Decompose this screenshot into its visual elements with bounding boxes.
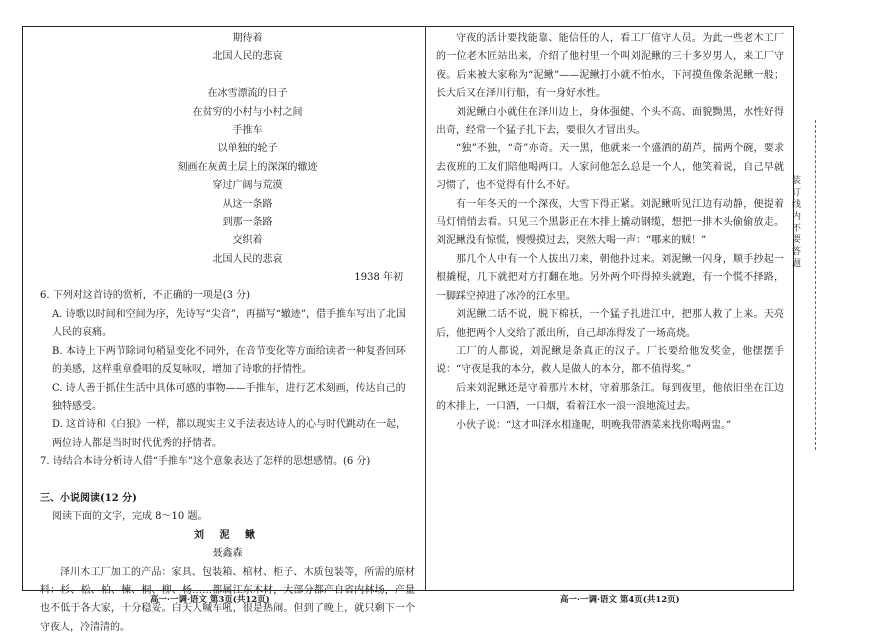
poem-line (80, 67, 415, 85)
column-divider (425, 26, 426, 591)
poem-line: 交织着 (232, 235, 263, 247)
question-6-stem: 6. 下列对这首诗的赏析，不正确的一项是(3 分) (40, 290, 251, 302)
poem-line: 到那一条路 (222, 216, 273, 228)
story-paragraph: 那几个人中有一个人拔出刀来，朝他扑过来。刘泥鳅一闪身，顺手抄起一根撬棍，几下就把对方打翻在地。另外两个吓得掉头就跑，有一个慌不择路，一脚踩空掉进了冰冷的江水里。 (436, 253, 784, 302)
binding-char: 题 (790, 258, 800, 268)
question-6-option-c: C. 诗人善于抓住生活中具体可感的事物——手推车，进行艺术刻画，传达自己的独特感受。 (52, 382, 406, 412)
left-column (40, 30, 415, 637)
poem-line: 刻画在灰黄土层上的深深的辙迹 (177, 161, 318, 173)
page-footer-right: 高一·一调·语文 第4页(共12页) (560, 595, 680, 605)
binding-char: 装 (790, 175, 800, 184)
poem-line: 以单独的轮子 (217, 143, 278, 155)
question-6-option-d: D. 这首诗和《白狼》一样，都以现实主义手法表达诗人的心与时代跳动在一起，两位诗人都是当时时代优秀的抒情者。 (52, 419, 407, 449)
poem-line: 手推车 (232, 124, 263, 136)
story-paragraph: “独”不独，“奇”亦奇。天一黑，他就来一个盛酒的葫芦，揣两个碗，要求去夜班的工友们陪他喝两口。人家问他怎么总是一个人，他笑着说，自己早就习惯了，也不觉得有什么不好。 (436, 143, 784, 192)
story-paragraph: 刘泥鳅白小就住在泽川边上，身体强健、个头不高、面貌黝黑，水性好得出奇，经常一个猛子扎下去，要很久才冒出头。 (436, 106, 784, 137)
question-6-option-a: A. 诗歌以时间和空间为序，先诗写“尖音”，再描写“辙迹”，借手推车写出了北国人民的哀痛。 (52, 308, 407, 339)
story-paragraph: 后来刘泥鳅还是守着那片木材，守着那条江。每到夜里，他依旧坐在江边的木排上，一口酒，一口烟，看着江水一浪一浪地流过去。 (436, 382, 784, 413)
story-paragraph: 泽川木工厂加工的产品：家具、包装箱、棺材、柜子、木质包装等，所需的原材料：杉、松、柏、楝、桐、柳、杨……都属江东木材，大部分都产自省内林场，产量也不低于各大家，十分稳妥。白天人喊车吼，很是热闹。但到了晚上，就只剩下一个守夜人，冷清清的。 (40, 566, 415, 633)
story-author: 聂鑫森 (212, 548, 243, 560)
question-7: 7. 诗结合本诗分析诗人借“手推车”这个意象表达了怎样的思想感情。(6 分) (40, 456, 371, 468)
page-footer-left: 高一·一调·语文 第3页(共12页) (150, 595, 270, 605)
poem (40, 30, 415, 269)
binding-char: 内 (790, 210, 800, 220)
poem-line: 从这一条路 (222, 198, 273, 210)
story-paragraph: 有一年冬天的一个深夜，大雪下得正紧。刘泥鳅听见江边有动静，便提着马灯悄悄去看。只见三个黑影正在木排上撬动钢缆，想把一排木头偷偷放走。刘泥鳅没有惊慌，慢慢摸过去，突然大喝一声：“哪来的贼！” (436, 198, 784, 247)
story-title: 刘 泥 鳅 (194, 529, 261, 541)
right-column (436, 30, 784, 435)
binding-char: 要 (790, 234, 800, 244)
binding-char: 订 (790, 186, 800, 196)
binding-char: 不 (790, 222, 800, 232)
story-paragraph: 工厂的人都说，刘泥鳅是条真正的汉子。厂长要给他发奖金，他摆摆手说：“守夜是我的本分，救人是做人的本分，都不值得奖。” (436, 345, 784, 376)
question-6-option-b: B. 本诗上下两节除词句稍显变化不同外，在音节变化等方面给读者一种复沓回环的美感，这样重章叠唱的反复咏叹，增加了诗歌的抒情性。 (52, 345, 406, 376)
story-paragraph: 刘泥鳅二话不说，脱下棉袄，一个猛子扎进江中，把那人救了上来。天亮后，他把两个人交给了派出所，自己却冻得发了一场高烧。 (436, 309, 784, 339)
binding-char: 答 (790, 246, 800, 256)
poem-line: 在冰雪漂流的日子 (207, 88, 288, 100)
binding-line (815, 120, 817, 450)
section-3-instruction: 阅读下面的文字，完成 8～10 题。 (52, 511, 208, 523)
poem-line: 北国人民的悲哀 (212, 253, 283, 265)
poem-line: 在贫穷的小村与小村之间 (192, 106, 303, 118)
poem-line: 北国人民的悲哀 (212, 51, 283, 63)
section-3-title: 三、小说阅读(12 分) (40, 492, 137, 504)
poem-line: 穿过广阔与荒漠 (212, 180, 283, 192)
story-paragraph: 小伙子说：“这才叫泽水相逢呢，明晚我带酒菜来找你喝两盅。” (456, 419, 732, 431)
poem-date: 1938 年初 (354, 272, 403, 284)
story-paragraph: 守夜的活计要找能靠、能信任的人，看工厂值守人员。为此一些老木工厂的一位老木匠站出来，介绍了他村里一个叫刘泥鳅的三十多岁男人，来工厂守夜。后来被大家称为“泥鳅”——泥鳅打小就不怕水，下河摸鱼像条泥鳅一般；长大后又在泽川行船，有一身好水性。 (436, 33, 784, 100)
binding-char: 线 (790, 198, 800, 208)
poem-line: 期待着 (232, 33, 263, 44)
binding-notice (790, 175, 816, 268)
